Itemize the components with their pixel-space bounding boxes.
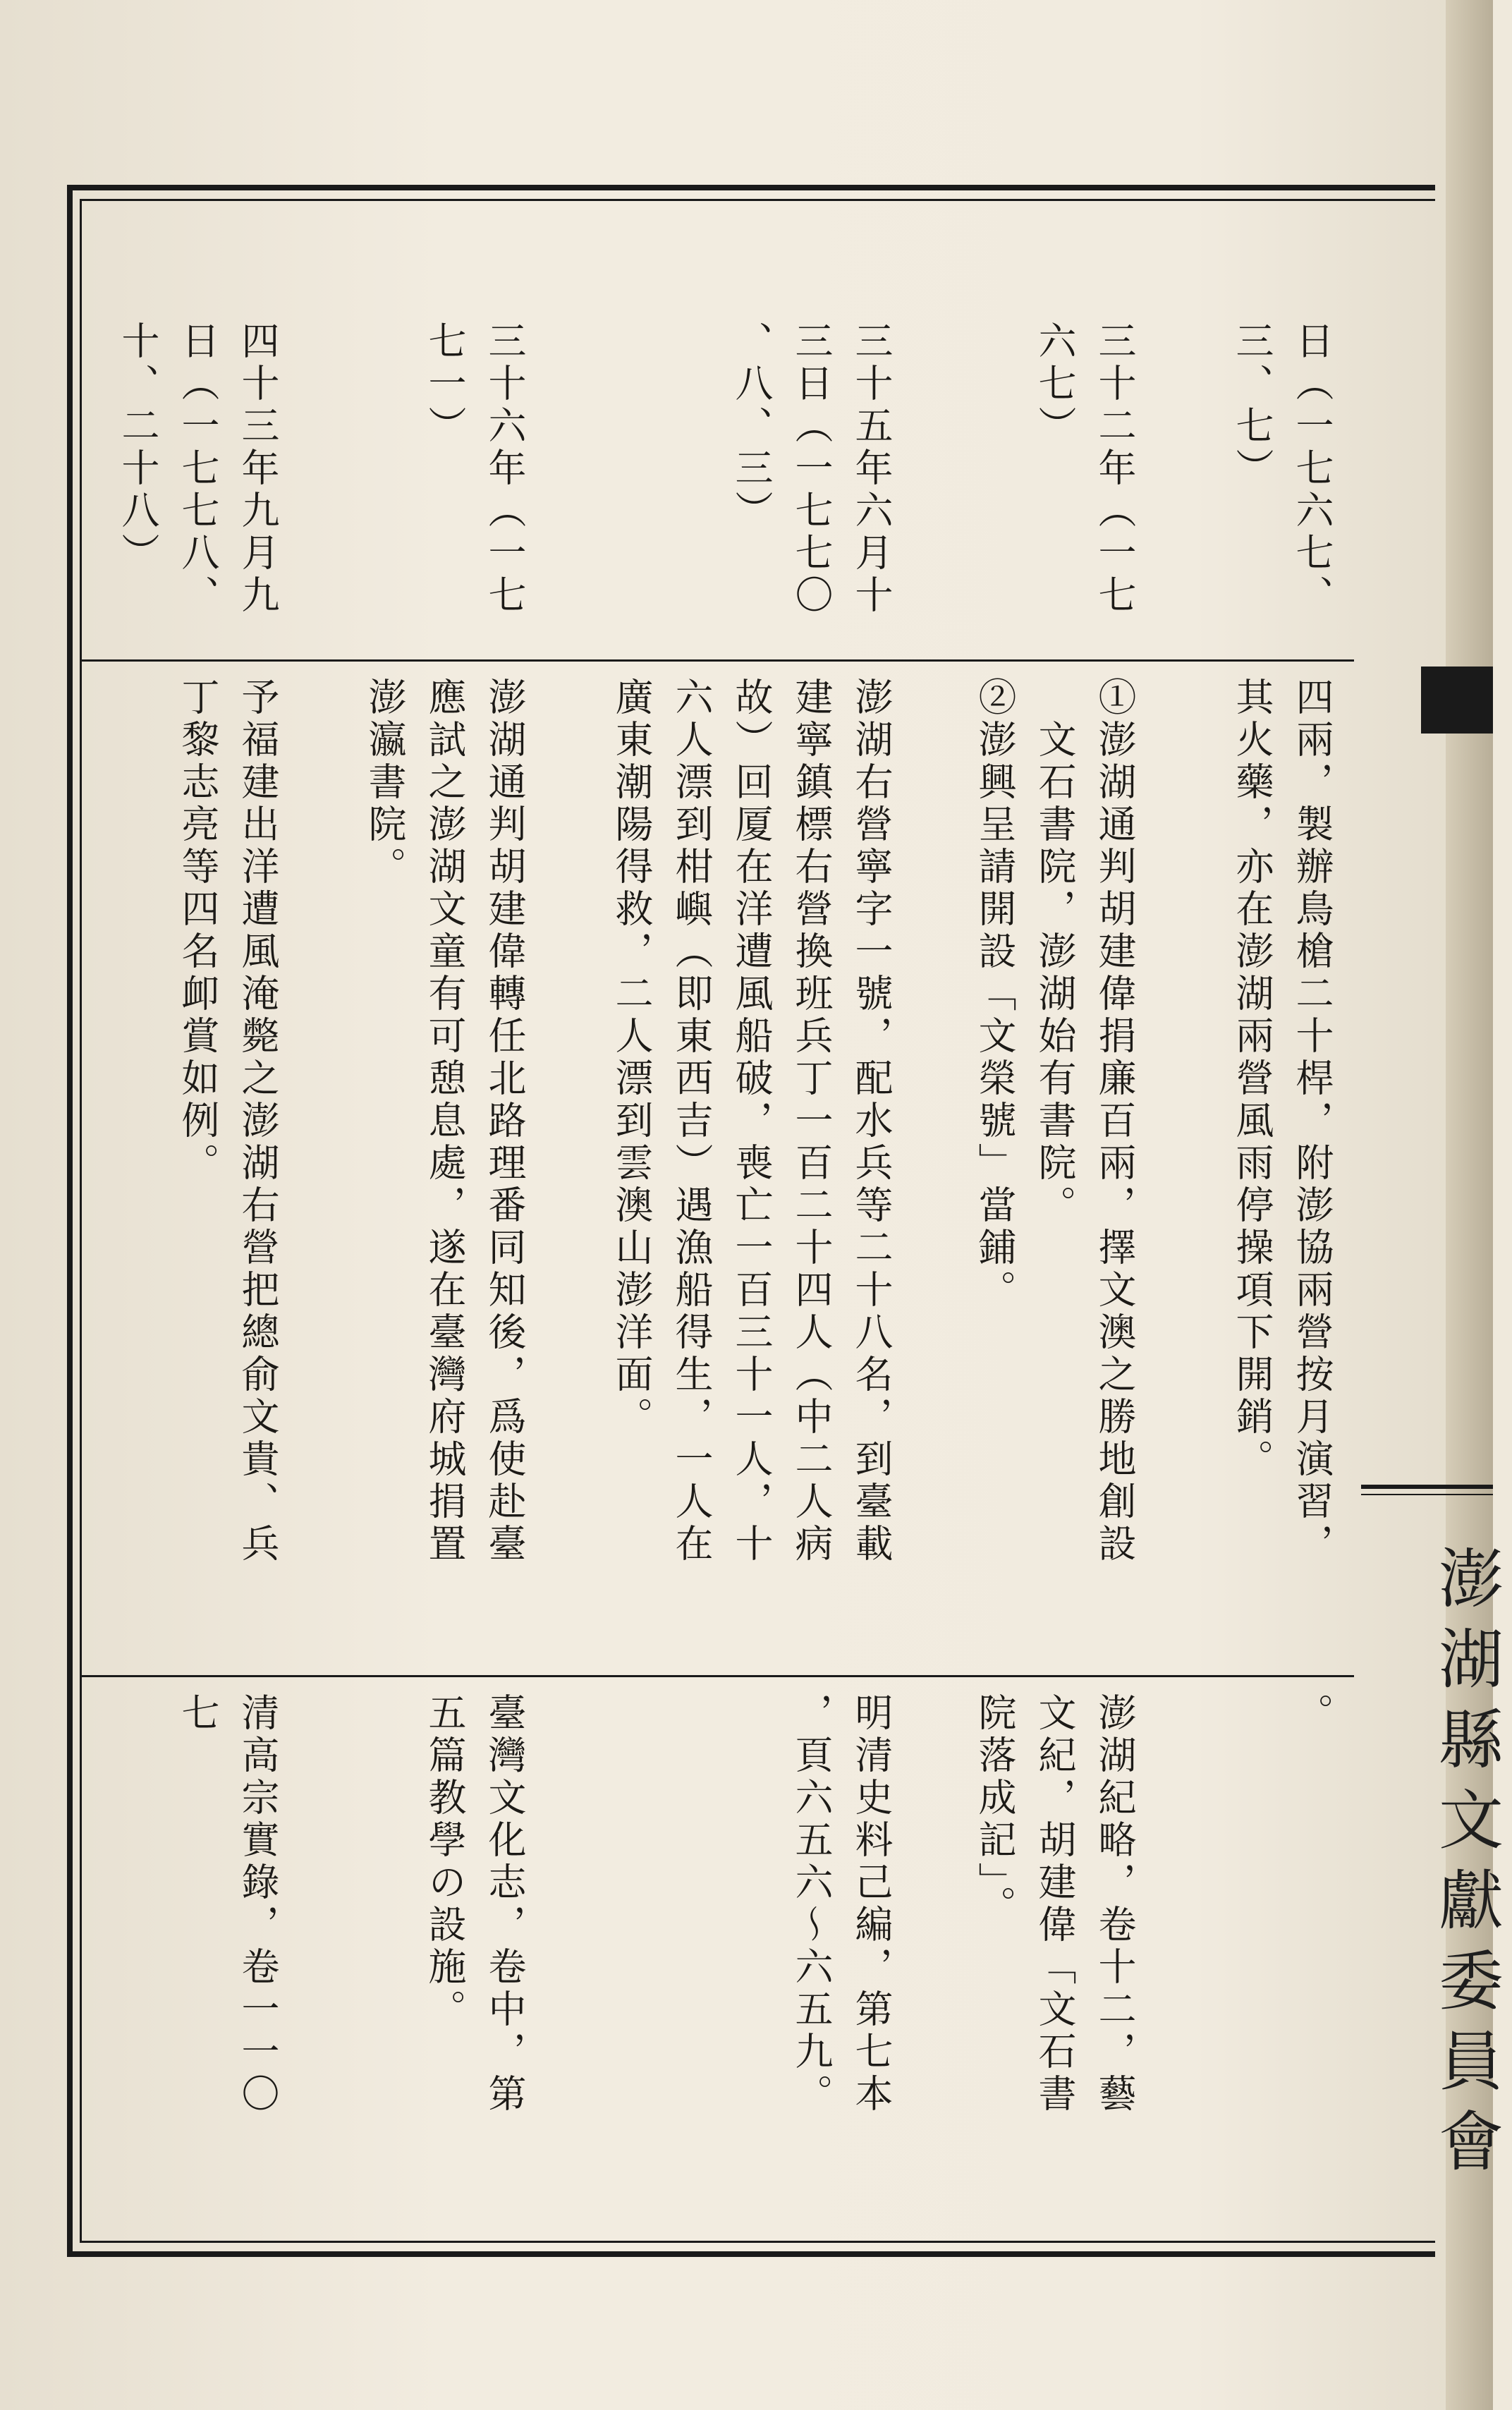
event-text-c1: 四兩，製辦鳥槍二十桿，附澎協兩營按月演習， xyxy=(1290,677,1334,1566)
source-text-c15: 七 xyxy=(176,1693,220,1735)
event-text-c10: 廣東潮陽得救，二人漂到雲澳山澎洋面。 xyxy=(609,677,654,1439)
year-text-c2: 三、七） xyxy=(1230,321,1274,490)
source-text-c4: 文紀，胡建偉「文石書 xyxy=(1032,1693,1077,2116)
year-text-c6: 三十五年六月十 xyxy=(849,321,894,617)
source-text-c14: 清高宗實錄，卷一一〇 xyxy=(236,1693,280,2116)
event-text-c14: 予福建出洋遭風淹斃之澎湖右營把總俞文貴、兵 xyxy=(236,677,280,1566)
event-text-c11: 澎湖通判胡建偉轉任北路理番同知後，爲使赴臺 xyxy=(482,677,527,1566)
year-text-c16: 十、二十八） xyxy=(116,321,160,575)
source-text-c3: 澎湖紀略，卷十二，藝 xyxy=(1092,1693,1137,2116)
source-text-c11: 臺灣文化志，卷中，第 xyxy=(482,1693,527,2116)
spine-rule xyxy=(1361,1485,1493,1489)
event-text-c5: ②澎興呈請開設「文榮號」當鋪。 xyxy=(973,677,1017,1312)
event-text-c7: 建寧鎮標右營換班兵丁一百二十四人（中二人病 xyxy=(789,677,834,1566)
year-text-c15: 日（一七七八、 xyxy=(176,321,220,617)
source-text-c6: 明清史料己編，第七本 xyxy=(849,1693,894,2116)
year-text-c12: 七一） xyxy=(422,321,467,448)
source-text-c12: 五篇教學の設施。 xyxy=(422,1693,467,2031)
source-text-c7: ，頁六五六～六五九。 xyxy=(789,1693,834,2116)
event-text-c3: ①澎湖通判胡建偉捐廉百兩，擇文澳之勝地創設 xyxy=(1092,677,1137,1566)
year-text-c8: 、八、三） xyxy=(729,321,774,532)
year-text-c7: 三日（一七七〇 xyxy=(789,321,834,617)
year-text-c14: 四十三年九月九 xyxy=(236,321,280,617)
spine-rule-thin xyxy=(1361,1494,1493,1495)
event-text-c8: 故）回厦在洋遭風船破，喪亡一百三十一人，十 xyxy=(729,677,774,1566)
event-text-c9: 六人漂到柑嶼（即東西吉）遇漁船得生，一人在 xyxy=(669,677,714,1566)
spine-title: 澎湖縣文獻委員會 xyxy=(1428,1545,1504,2188)
event-text-c6: 澎湖右營寧字一號，配水兵等二十八名，到臺載 xyxy=(849,677,894,1566)
event-text-c2: 其火藥，亦在澎湖兩營風雨停操項下開銷。 xyxy=(1230,677,1274,1481)
year-text-c11: 三十六年（一七 xyxy=(482,321,527,617)
divider-year-event xyxy=(82,659,1354,662)
event-text-c15: 丁黎志亮等四名卹賞如例。 xyxy=(176,677,220,1185)
year-text-c1: 日（一七六七、 xyxy=(1290,321,1334,617)
year-text-c4: 六七） xyxy=(1032,321,1077,448)
year-text-c3: 三十二年（一七 xyxy=(1092,321,1137,617)
event-text-c12: 應試之澎湖文童有可憩息處，遂在臺灣府城捐置 xyxy=(422,677,467,1566)
source-text-c5: 院落成記」。 xyxy=(973,1693,1017,1928)
source-text-c1: 。 xyxy=(1290,1693,1334,1735)
divider-event-source xyxy=(82,1675,1354,1677)
event-text-c13: 澎瀛書院。 xyxy=(362,677,407,889)
event-text-c4: 文石書院，澎湖始有書院。 xyxy=(1032,677,1077,1227)
spine-black-block xyxy=(1421,667,1493,734)
